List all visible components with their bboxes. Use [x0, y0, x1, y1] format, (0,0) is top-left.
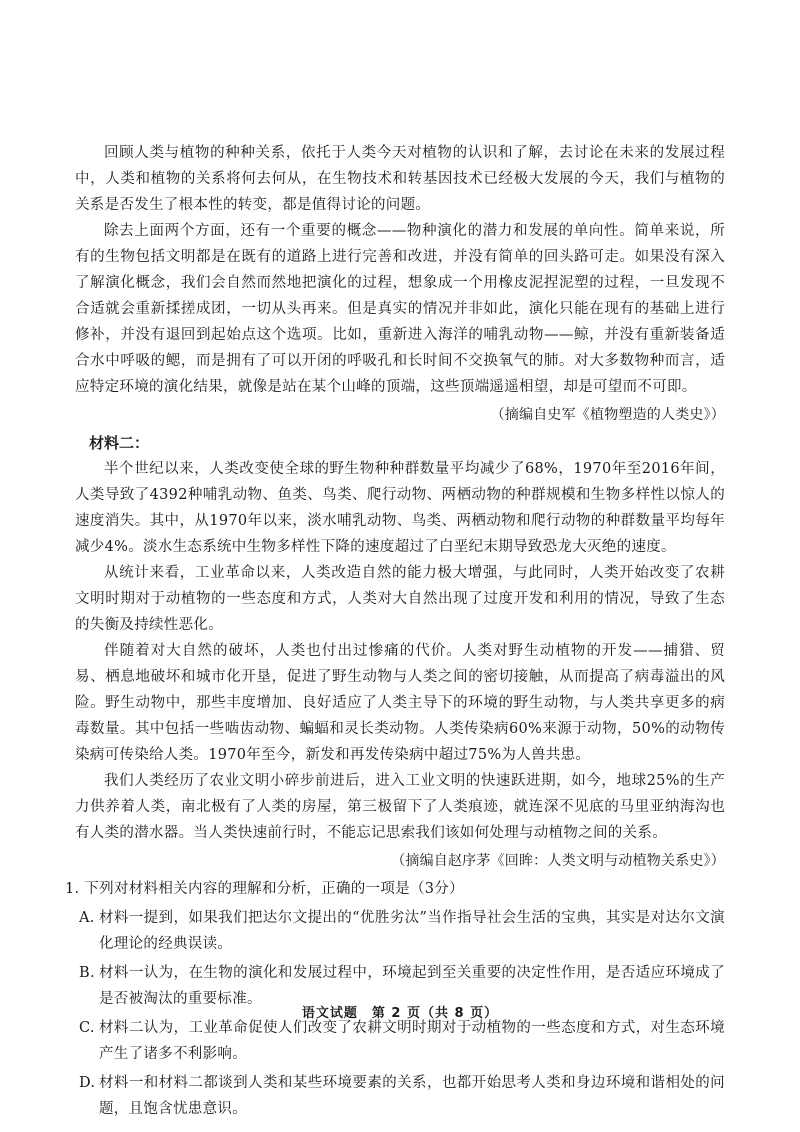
option-text: 材料一认为，在生物的演化和发展过程中，环境起到至关重要的决定性作用，是否适应环境成了是否被淘汰的重要标准。 [99, 965, 725, 1007]
section-heading: 材料二： [89, 434, 150, 452]
option-c [79, 1015, 725, 1067]
option-d [79, 1070, 725, 1122]
option-a [79, 905, 725, 957]
paragraph: 除去上面两个方面，还有一个重要的概念——物种演化的潜力和发展的单向性。简单来说，所有的生物包括文明都是在既有的道路上进行完善和改进，并没有简单的回头路可走。如果没有深入了解演化概念，我们会自然而然地把演化的过程，想象成一个用橡皮泥捏泥塑的过程，一旦发现不合适就会重新揉搓成团，一切从头再来。但是真实的情况并非如此，演化只能在现有的基础上进行修补，并没有退回到起始点这个选项。比如，重新进入海洋的哺乳动物——鲸，并没有重新装备适合水中呼吸的鳃，而是拥有了可以开闭的呼吸孔和长时间不交换氧气的肺。对大多数物种而言，适应特定环境的演化结果，就像是站在某个山峰的顶端，这些顶端遥遥相望，却是可望而不可即。 [75, 223, 725, 395]
exam-page [65, 140, 725, 1125]
paragraph: 从统计来看，工业革命以来，人类改造自然的能力极大增强，与此同时，人类开始改变了农耕文明时期对于动植物的一些态度和方式，人类对大自然出现了过度开发和利用的情况，导致了生态的失衡及持续性恶化。 [75, 565, 725, 633]
paragraph: 回顾人类与植物的种种关系，依托于人类今天对植物的认识和了解，去讨论在未来的发展过程中，人类和植物的关系将何去何从，在生物技术和转基因技术已经极大发展的今天，我们与植物的关系是否发生了根本性的转变，都是值得讨论的问题。 [75, 145, 725, 213]
material-two-section [75, 430, 725, 874]
source-citation: （摘编自赵序茅《回眸：人类文明与动植物关系史》） [391, 853, 725, 869]
paragraph: 半个世纪以来，人类改变使全球的野生物种种群数量平均减少了68%，1970年至2016年间，人类导致了4392种哺乳动物、鱼类、鸟类、爬行动物、两栖动物的种群规模和生物多样性以惊人的速度消失。其中，从1970年以来，淡水哺乳动物、鸟类、两栖动物和爬行动物的种群数量平均每年减少4%。淡水生态系统中生物多样性下降的速度超过了白垩纪末期导致恐龙大灭绝的速度。 [75, 461, 725, 555]
paragraph: 我们人类经历了农业文明小碎步前进后，进入工业文明的快速跃进期，如今，地球25%的生产力供养着人类，南北极有了人类的房屋，第三极留下了人类痕迹，就连深不见底的马里亚纳海沟也有人类的潜水器。当人类快速前行时，不能忘记思索我们该如何处理与动植物之间的关系。 [75, 773, 725, 841]
option-text: 材料一和材料二都谈到人类和某些环境要素的关系，也都开始思考人类和身边环境和谐相处的问题，且饱含忧患意识。 [99, 1075, 725, 1117]
option-letter: A. [79, 910, 95, 926]
option-letter: D. [79, 1075, 96, 1091]
option-letter: B. [79, 965, 95, 981]
option-letter: C. [79, 1020, 95, 1036]
option-text: 材料二认为，工业革命促使人们改变了农耕文明时期对于动植物的一些态度和方式，对生态环境产生了诸多不利影响。 [99, 1020, 725, 1062]
source-citation: （摘编自史军《植物塑造的人类史》） [490, 407, 725, 423]
paragraph: 伴随着对大自然的破坏，人类也付出过惨痛的代价。人类对野生动植物的开发——捕猎、贸易、栖息地破坏和城市化开垦，促进了野生动物与人类之间的密切接触，从而提高了病毒溢出的风险。野生动物中，那些丰度增加、良好适应了人类主导下的环境的野生动物，与人类共享更多的病毒数量。其中包括一些啮齿动物、蝙蝠和灵长类动物。人类传染病60%来源于动物，50%的动物传染病可传染给人类。1970年至今，新发和再发传染病中超过75%为人兽共患。 [75, 643, 725, 763]
question-stem: 1. 下列对材料相关内容的理解和分析，正确的一项是（3分） [65, 881, 464, 897]
material-one-section [75, 140, 725, 428]
question-1 [65, 876, 725, 1122]
page-footer: 语文试题 第 2 页（共 8 页） [301, 1006, 499, 1021]
option-text: 材料一提到，如果我们把达尔文提出的“优胜劣汰”当作指导社会生活的宝典，其实是对达尔文演化理论的经典误读。 [99, 910, 725, 952]
